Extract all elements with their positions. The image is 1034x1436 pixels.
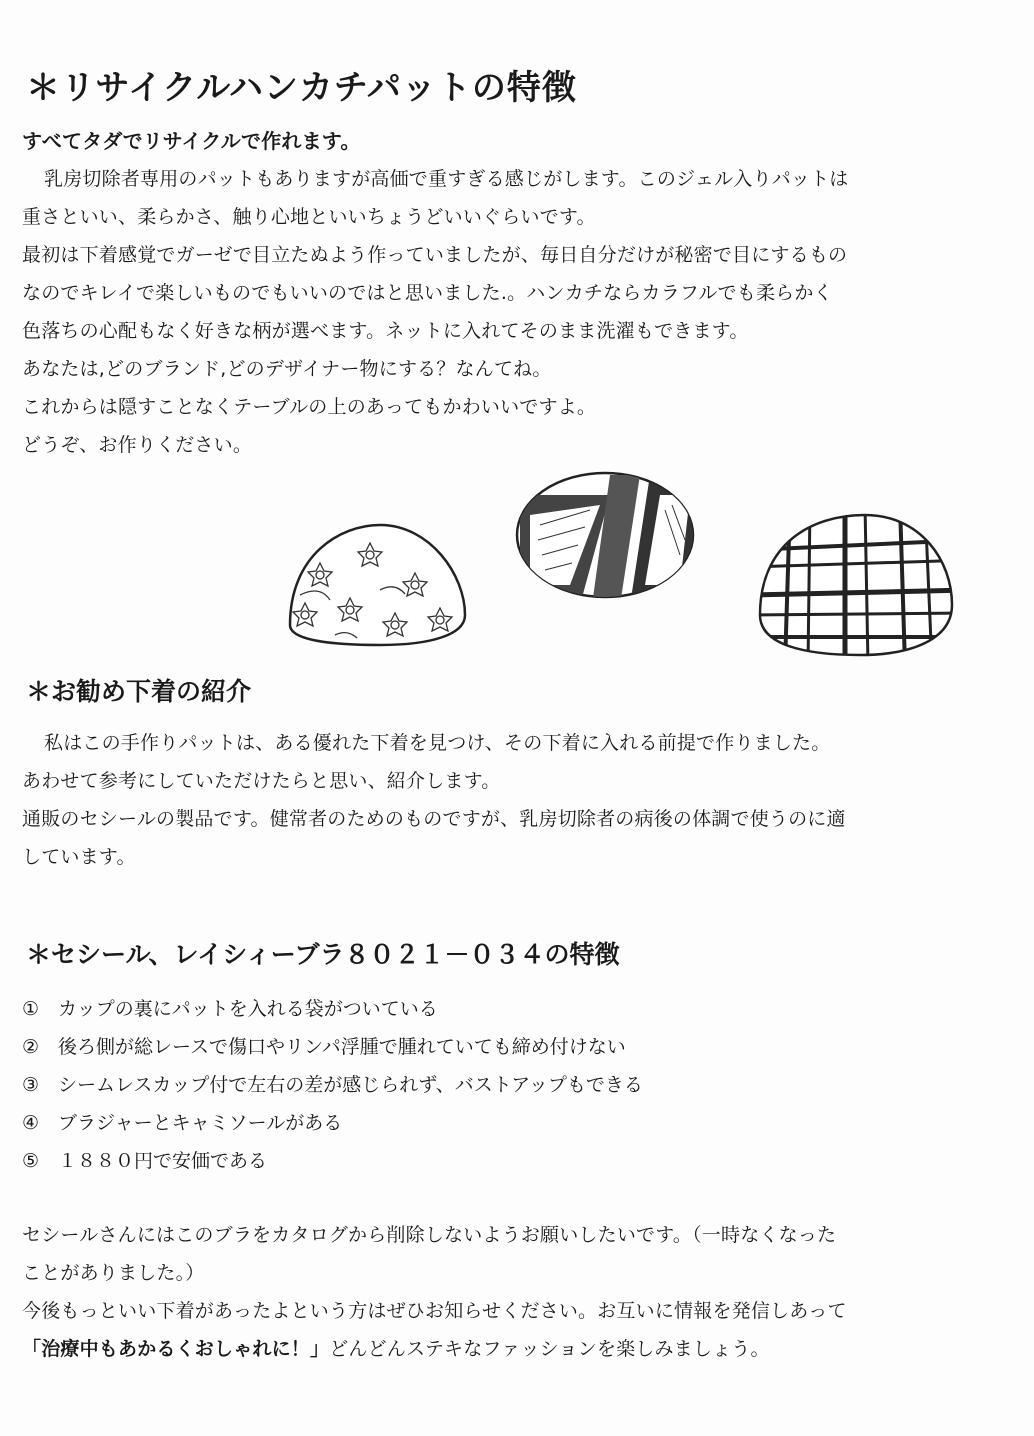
closing-body (22, 1216, 1012, 1368)
list-item (22, 1028, 643, 1066)
list-item (22, 1142, 643, 1180)
section2-title: ＊お勧め下着の紹介 (26, 677, 252, 706)
list-item-text: シームレスカップ付で左右の差が感じられず、バストアップもできる (58, 1074, 643, 1096)
closing-line: セシールさんにはこのブラをカタログから削除しないようお願いしたいです。（一時なくなった (22, 1224, 837, 1246)
floral-pad-icon (290, 525, 465, 645)
plaid-pad-icon (750, 505, 960, 665)
list-item-text: 後ろ側が総レースで傷口やリンパ浮腫で腫れていても締め付けない (58, 1036, 626, 1058)
list-item (22, 1066, 643, 1104)
section1-title: ＊リサイクルハンカチパットの特徴 (26, 68, 577, 108)
list-item-text: １８８０円で安価である (58, 1150, 268, 1172)
section2-line: 通販のセシールの製品です。健常者のためのものですが、乳房切除者の病後の体調で使うのに適 (22, 808, 846, 830)
section3-title: ＊セシール、レイシィーブラ８０２１－０３４の特徴 (26, 940, 620, 969)
section2-line: あわせて参考にしていただけたらと思い、紹介します。 (22, 770, 501, 792)
section1-line: どうぞ、お作りください。 (22, 434, 253, 456)
section2-line: 私はこの手作りパットは、ある優れた下着を見つけ、その下着に入れる前提で作りました。 (44, 732, 831, 754)
list-item-number: ④ (22, 1112, 40, 1134)
closing-last-line (22, 1330, 1012, 1368)
list-item-number: ① (22, 998, 40, 1020)
closing-line: ことがありました。） (22, 1262, 205, 1284)
features-list (22, 990, 643, 1180)
list-item-text: ブラジャーとキャミソールがある (58, 1112, 343, 1134)
section1-line: あなたは,どのブランド,どのデザイナー物にする？なんてね。 (22, 358, 552, 380)
list-item-text: カップの裏にパットを入れる袋がついている (58, 998, 438, 1020)
closing-quote: 「治療中もあかるくおしゃれに！」 (22, 1338, 330, 1360)
section1-lead: すべてタダでリサイクルで作れます。 (22, 129, 361, 153)
section1-line: 重さといい、柔らかさ、触り心地といいちょうどいいぐらいです。 (22, 206, 596, 228)
section2-body (22, 724, 1012, 876)
section1-line: 乳房切除者専用のパットもありますが高価で重すぎる感じがします。このジェル入りパットは (44, 168, 849, 190)
section2-line: しています。 (22, 846, 136, 868)
closing-line: 今後もっといい下着があったよという方はぜひお知らせください。お互いに情報を発信しあって (22, 1300, 847, 1322)
list-item (22, 1104, 643, 1142)
list-item-number: ② (22, 1036, 40, 1058)
list-item (22, 990, 643, 1028)
section1-line: 色落ちの心配もなく好きな柄が選べます。ネットに入れてそのまま洗濯もできます。 (22, 320, 749, 342)
list-item-number: ③ (22, 1074, 40, 1096)
list-item-number: ⑤ (22, 1150, 40, 1172)
section1-line: なのでキレイで楽しいものでもいいのではと思いました.。ハンカチならカラフルでも柔らかく (22, 282, 833, 304)
section1-line: これからは隠すことなくテーブルの上のあってもかわいいですよ。 (22, 396, 597, 418)
section1-body (22, 122, 1012, 464)
striped-pad-icon (517, 473, 700, 605)
closing-last-text: どんどんステキなファッションを楽しみましょう。 (329, 1338, 770, 1360)
pads-illustration (280, 465, 960, 685)
section1-line: 最初は下着感覚でガーゼで目立たぬよう作っていましたが、毎日自分だけが秘密で目にするもの (22, 244, 848, 266)
